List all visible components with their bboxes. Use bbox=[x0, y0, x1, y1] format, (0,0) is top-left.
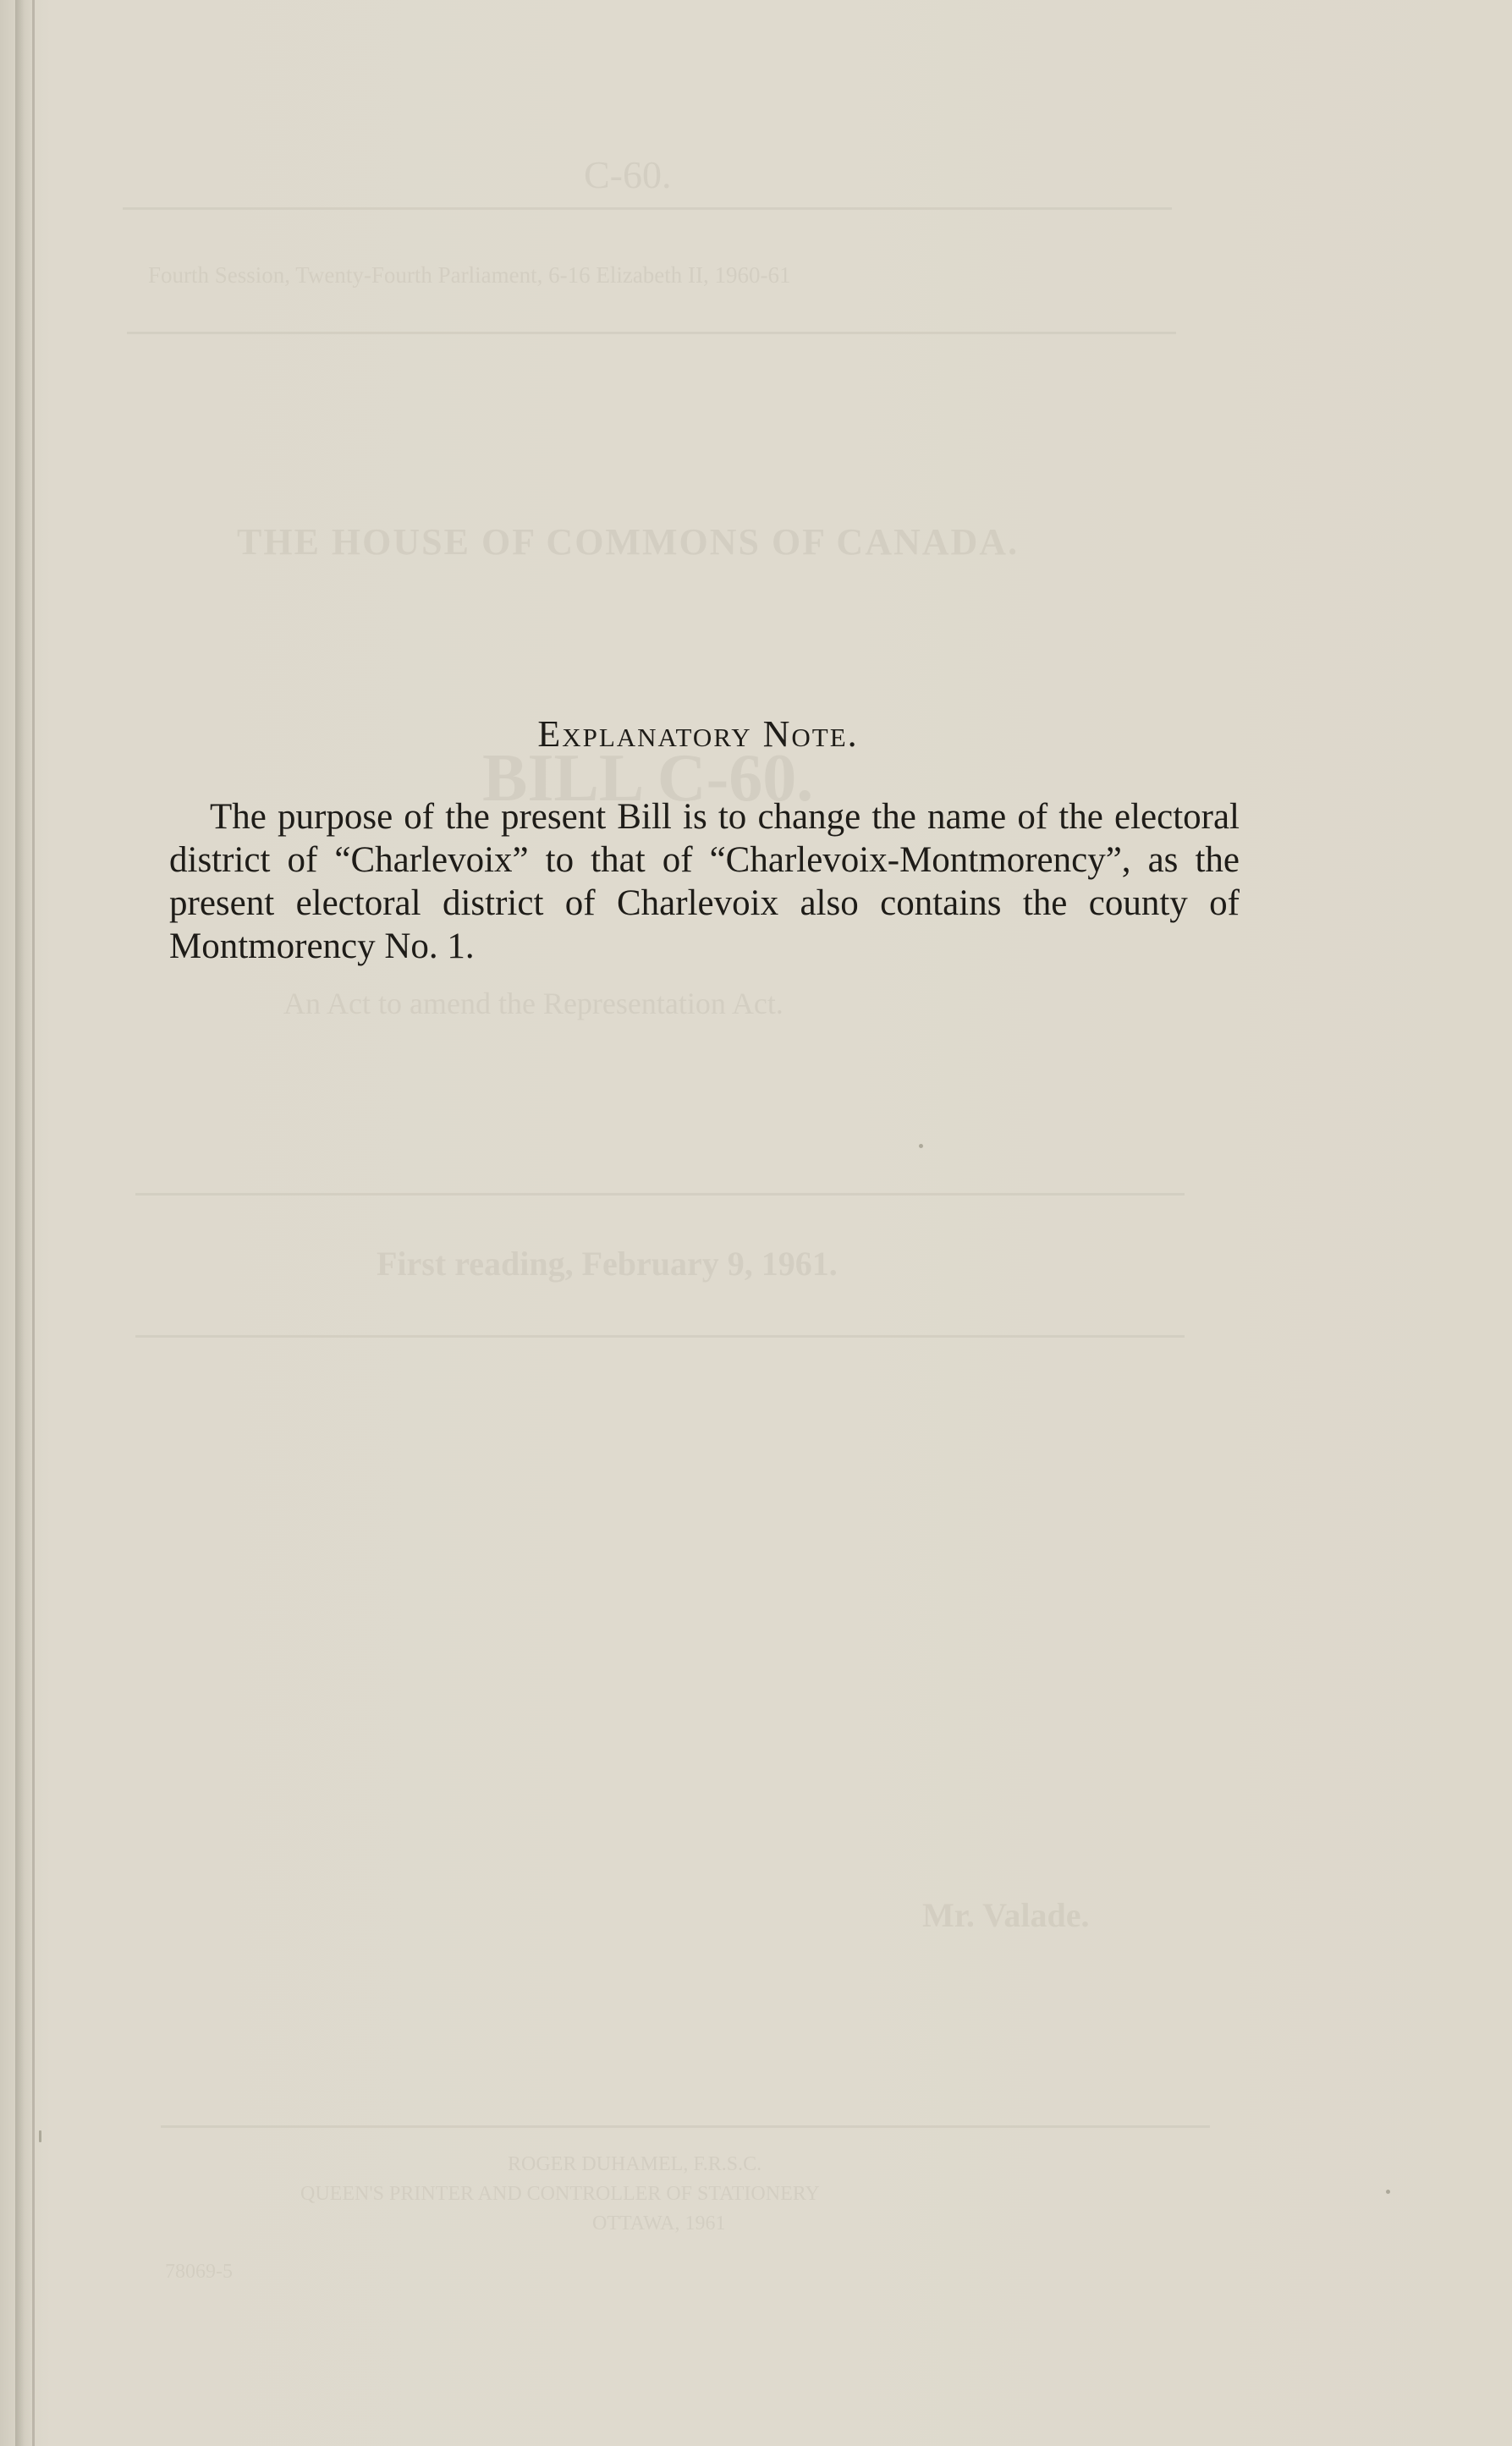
show-through-bill-title: BILL C-60. bbox=[482, 741, 814, 816]
show-through-rule bbox=[135, 1193, 1185, 1196]
show-through-act: An Act to amend the Representation Act. bbox=[283, 987, 783, 1020]
note-body bbox=[169, 795, 1240, 968]
speck bbox=[919, 1144, 923, 1148]
show-through-rule bbox=[161, 2125, 1210, 2128]
show-through-rule bbox=[127, 332, 1176, 334]
show-through-printer-line-2: QUEEN'S PRINTER AND CONTROLLER OF STATIONERY bbox=[300, 2183, 820, 2205]
show-through-rule bbox=[123, 207, 1172, 210]
binding-edge bbox=[32, 0, 35, 2446]
show-through-reading: First reading, February 9, 1961. bbox=[377, 1245, 838, 1283]
show-through-bill-number: C-60. bbox=[584, 153, 672, 196]
note-paragraph: The purpose of the present Bill is to change the name of the electoral district of “Charlevoix” to that of “Charlevoix-Montmorency”, as the present electoral district of Charlevoix also contains the county of Montmorency No. 1. bbox=[169, 797, 1240, 966]
note-title: Explanatory Note. bbox=[537, 713, 859, 755]
show-through-printer-line-3: OTTAWA, 1961 bbox=[592, 2212, 726, 2234]
show-through-house: THE HOUSE OF COMMONS OF CANADA. bbox=[237, 521, 1020, 563]
show-through-member: Mr. Valade. bbox=[922, 1896, 1090, 1934]
show-through-rule bbox=[135, 1335, 1185, 1338]
show-through-printer-line-1: ROGER DUHAMEL, F.R.S.C. bbox=[508, 2153, 762, 2175]
binding-shadow bbox=[15, 0, 34, 2446]
speck bbox=[1386, 2190, 1390, 2194]
speck bbox=[39, 2130, 41, 2142]
show-through-session: Fourth Session, Twenty-Fourth Parliament, 6-16 Elizabeth II, 1960-61 bbox=[148, 262, 791, 288]
show-through-code: 78069-5 bbox=[165, 2261, 233, 2283]
